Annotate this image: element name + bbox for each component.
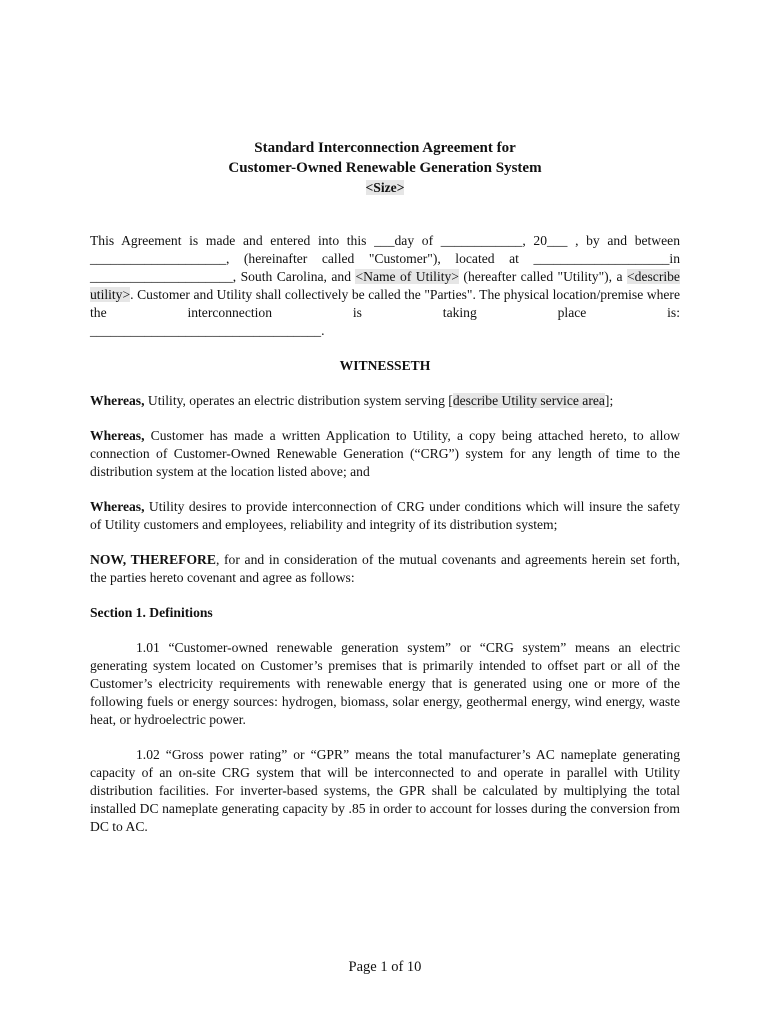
section-1-heading: Section 1. Definitions: [90, 605, 213, 620]
intro-paragraph: [90, 232, 680, 322]
whereas-text-2: Customer has made a written Application to Utility, a copy being attached hereto, to allow connection of Customer-Owned Renewable Generation (“CRG”) system for any length of time to the distribution system at the location listed above; and: [90, 428, 680, 479]
service-area-placeholder: describe Utility service area: [452, 393, 605, 408]
definition-1-02: 1.02 “Gross power rating” or “GPR” means the total manufacturer’s AC nameplate generating capacity of an on-site CRG system that will be interconnected to and operate in parallel with Utility distribution facilities. For inverter-based systems, the GPR shall be calculated by multiplying the total installed DC nameplate generating capacity by .85 in order to account for losses during the conversion from DC to AC.: [90, 747, 680, 834]
whereas-paragraph-2: [90, 427, 680, 481]
now-therefore-text: , for and in consideration of the mutual covenants and agreements herein set forth, the parties hereto covenant and agree as follows:: [90, 552, 680, 585]
whereas-text-1: Utility, operates an electric distribution system serving [: [144, 393, 453, 408]
whereas-lead-3: Whereas,: [90, 499, 145, 514]
document-title-line2: Customer-Owned Renewable Generation System: [228, 160, 542, 176]
location-blank-line: __________________________________.: [90, 323, 325, 338]
document-title-size: [90, 178, 680, 197]
now-therefore-paragraph: [90, 551, 680, 587]
whereas-end-1: ];: [604, 393, 614, 408]
whereas-paragraph-3: [90, 498, 680, 534]
size-placeholder: <Size>: [365, 180, 405, 195]
whereas-paragraph-1: [90, 392, 680, 410]
whereas-lead-2: Whereas,: [90, 428, 145, 443]
name-of-utility-placeholder: <Name of Utility>: [355, 269, 459, 284]
describe-utility-placeholder: <describe utility>: [90, 269, 680, 302]
now-therefore-lead: NOW, THEREFORE: [90, 552, 216, 567]
whereas-text-3: Utility desires to provide interconnection of CRG under conditions which will insure the safety of Utility customers and employees, reliability and integrity of its distribution system;: [90, 499, 680, 532]
page-number: Page 1 of 10: [348, 959, 422, 975]
intro-text-part1: This Agreement is made and entered into this ___day of ____________, 20___ , by and between ____________________, (hereinafter called "Customer"), located at ____________________in _____________________, South Carolina, and: [90, 233, 680, 284]
document-body: [90, 138, 680, 836]
document-title-line1: Standard Interconnection Agreement for: [254, 140, 516, 156]
definition-1-01: 1.01 “Customer-owned renewable generation system” or “CRG system” means an electric generating system located on Customer’s premises that is primarily intended to offset part or all of the Customer’s electricity requirements with renewable energy that is generated using one or more of the following fuels or energy sources: hydrogen, biomass, solar energy, geothermal energy, wind energy, waste heat, or hydroelectric power.: [90, 640, 680, 727]
intro-text-part2: (hereafter called "Utility"), a: [458, 269, 628, 284]
whereas-lead-1: Whereas,: [90, 393, 145, 408]
witnesseth-heading: WITNESSETH: [339, 358, 431, 373]
intro-text-part3: . Customer and Utility shall collectively be called the "Parties". The physical location/premise where the interconnection is taking place is:: [90, 287, 680, 320]
